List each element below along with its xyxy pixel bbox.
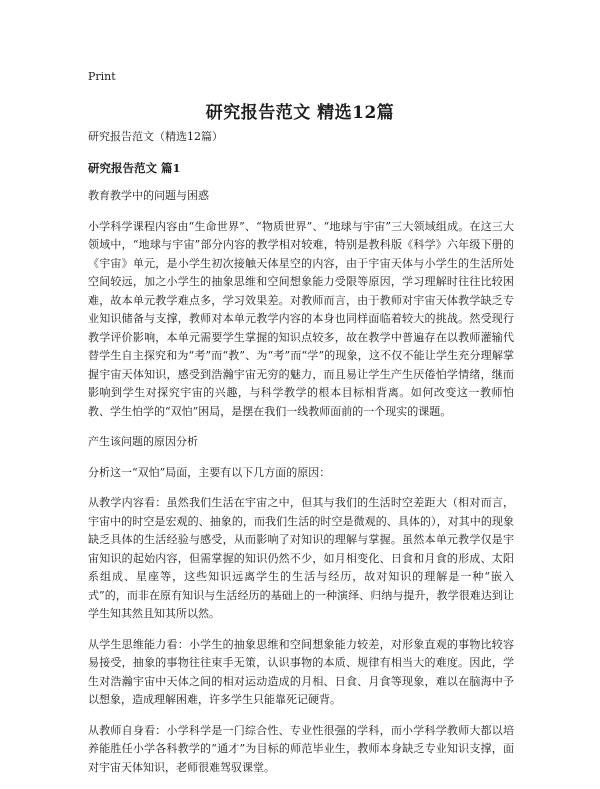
paragraph: 从教学内容看：虽然我们生活在宇宙之中，但其与我们的生活时空差距大（相对而言，宇宙中的时空是宏观的、抽象的，而我们生活的时空是微观的、具体的），对其中的现象缺乏具体的生活经验与感受，从而影响了对知识的理解与掌握。虽然本单元教学仅是宇宙知识的起始内容，但需掌握的知识仍然不少，如月相变化、日食和月食的形成、太阳系组成、星座等，这些知识远离学生的生活与经历，故对知识的理解是一种“嵌入式”的，而非在原有知识与生活经历的基础上的一种演绎、归纳与提升，教学很难达到让学生知其然且知其所以然。 — [88, 496, 514, 620]
paragraph: 从学生思维能力看：小学生的抽象思维和空间想象能力较差，对形象直观的事物比较容易接受，抽象的事物往往束手无策，认识事物的本质、规律有相当大的难度。因此，学生对浩瀚宇宙中天体之间的相对运动造成的月相、日食、月食等现象，难以在脑海中予以想象，造成理解困难，许多学生只能靠死记硬背。 — [88, 637, 514, 706]
document-subtitle: 研究报告范文（精选12篇） — [88, 130, 223, 143]
print-link[interactable]: Print — [88, 70, 116, 83]
section-heading: 研究报告范文 篇1 — [88, 160, 181, 175]
document-title: 研究报告范文 精选12篇 — [205, 103, 395, 123]
paragraph: 分析这一“双怕”局面，主要有以下几方面的原因： — [88, 465, 331, 479]
paragraph-heading-cause: 产生该问题的原因分析 — [88, 435, 198, 448]
paragraph-heading-problem: 教育教学中的问题与困惑 — [88, 189, 209, 202]
document-body — [88, 128, 514, 789]
paragraph: 从教师自身看：小学科学是一门综合性、专业性很强的学科，而小学科学教师大都以培养能胜任小学各科教学的“通才”为目标的师范毕业生，教师本身缺乏专业知识支撑，面对宇宙天体知识，老师很难驾驭课堂。 — [88, 723, 514, 774]
paragraph: 小学科学课程内容由“生命世界”、“物质世界”、“地球与宇宙”三大领域组成。在这三大领域中，“地球与宇宙”部分内容的教学相对较难，特别是教科版《科学》六年级下册的《宇宙》单元，是小学生初次接触天体星空的内容，由于宇宙天体与小学生的生活所处空间较远，加之小学生的抽象思维和空间想象能力受限等原因，学习理解时往往比较困难，故本单元教学难点多，学习效果差。对教师而言，由于教师对宇宙天体教学缺乏专业知识储备与支撑，教师对本单元教学内容的本身也同样面临着较大的挑战。然受现行教学评价影响，本单元需要学生掌握的知识点较多，故在教学中普遍存在以教师灌输代替学生自主探究和为“考”而“教”、为“考”而“学”的现象，这不仅不能让学生充分理解掌握宇宙天体知识，感受到浩瀚宇宙无穷的魅力，而且易让学生产生厌倦怕学情绪，继而影响到学生对探究宇宙的兴趣，与科学教学的根本目标相背离。如何改变这一教师怕教、学生怕学的“双怕”困局，是摆在我们一线教师面前的一个现实的课题。 — [88, 219, 514, 418]
